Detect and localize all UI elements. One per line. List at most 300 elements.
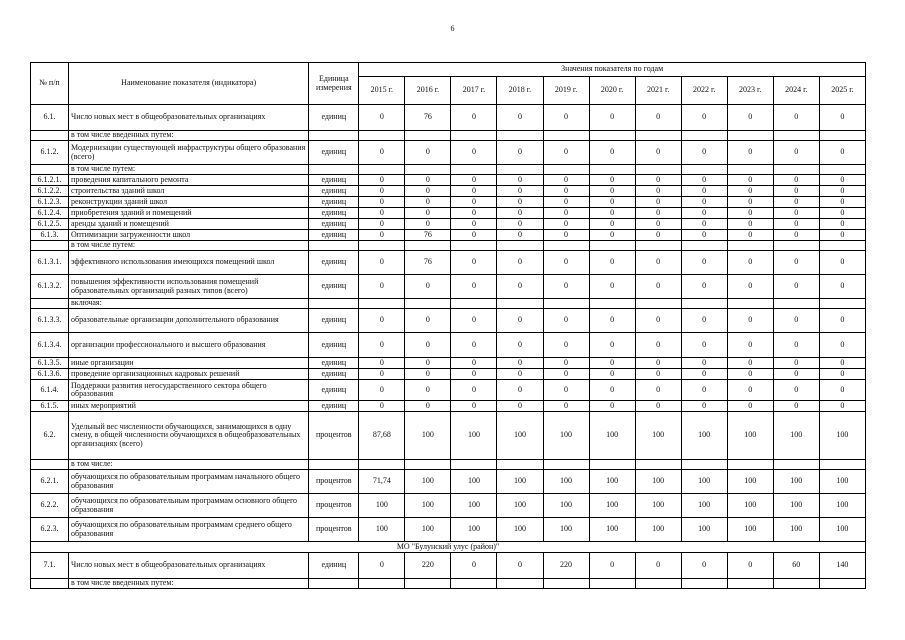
table-row: [31, 369, 866, 380]
value-cell: 100: [819, 470, 865, 494]
value-cell: 0: [497, 105, 543, 131]
row-number: 6.1.3.1.: [31, 251, 69, 275]
table-row: [31, 460, 866, 470]
empty-cell: [819, 579, 865, 589]
value-cell: 0: [635, 186, 681, 197]
value-cell: 220: [405, 553, 451, 579]
value-cell: 100: [405, 412, 451, 460]
indicator-name: проведение организационных кадровых решений: [69, 369, 309, 380]
empty-cell: [309, 241, 359, 251]
value-cell: 0: [451, 230, 497, 241]
indicator-name: образовательные организации дополнительного образования: [69, 309, 309, 333]
header-num: № п/п: [31, 63, 69, 105]
empty-cell: [31, 165, 69, 175]
value-cell: 0: [681, 175, 727, 186]
value-cell: 0: [589, 333, 635, 358]
value-cell: 0: [497, 186, 543, 197]
value-cell: 220: [543, 553, 589, 579]
unit-cell: процентов: [309, 470, 359, 494]
value-cell: 0: [359, 553, 405, 579]
value-cell: 0: [635, 401, 681, 412]
value-cell: 0: [819, 230, 865, 241]
value-cell: 0: [819, 369, 865, 380]
row-number: 6.1.4.: [31, 380, 69, 401]
value-cell: 0: [359, 369, 405, 380]
value-cell: 100: [359, 494, 405, 518]
subheading-cell: в том числе путем:: [69, 165, 309, 175]
table-row: [31, 579, 866, 589]
value-cell: 0: [451, 275, 497, 299]
value-cell: 0: [773, 401, 819, 412]
value-cell: 0: [589, 358, 635, 369]
row-number: 6.1.5.: [31, 401, 69, 412]
indicators-table: [30, 62, 866, 589]
value-cell: 0: [543, 186, 589, 197]
value-cell: 0: [589, 141, 635, 165]
value-cell: 0: [681, 401, 727, 412]
value-cell: 0: [727, 219, 773, 230]
value-cell: 0: [773, 309, 819, 333]
empty-cell: [727, 460, 773, 470]
value-cell: 0: [451, 219, 497, 230]
value-cell: 0: [773, 197, 819, 208]
value-cell: 0: [727, 230, 773, 241]
value-cell: 0: [543, 358, 589, 369]
value-cell: 0: [727, 197, 773, 208]
indicator-name: обучающихся по образовательным программам начального общего образования: [69, 470, 309, 494]
empty-cell: [497, 165, 543, 175]
value-cell: 0: [405, 401, 451, 412]
value-cell: 0: [359, 309, 405, 333]
table-row: [31, 175, 866, 186]
empty-cell: [451, 131, 497, 141]
row-number: 6.2.3.: [31, 518, 69, 542]
row-number: 6.1.2.5.: [31, 219, 69, 230]
value-cell: 100: [497, 470, 543, 494]
indicator-name: Число новых мест в общеобразовательных организациях: [69, 553, 309, 579]
value-cell: 0: [497, 369, 543, 380]
value-cell: 100: [543, 494, 589, 518]
empty-cell: [359, 165, 405, 175]
empty-cell: [589, 165, 635, 175]
value-cell: 0: [727, 208, 773, 219]
subheading-cell: включая:: [69, 299, 309, 309]
value-cell: 0: [405, 197, 451, 208]
value-cell: 0: [405, 369, 451, 380]
value-cell: 0: [727, 333, 773, 358]
empty-cell: [31, 299, 69, 309]
table-row: [31, 553, 866, 579]
empty-cell: [819, 131, 865, 141]
value-cell: 0: [405, 208, 451, 219]
value-cell: 0: [681, 219, 727, 230]
value-cell: 0: [727, 141, 773, 165]
empty-cell: [543, 165, 589, 175]
value-cell: 0: [727, 553, 773, 579]
unit-cell: единиц: [309, 105, 359, 131]
value-cell: 0: [727, 401, 773, 412]
value-cell: 0: [451, 553, 497, 579]
subheading-cell: в том числе введенных путем:: [69, 579, 309, 589]
header-year: 2017 г.: [451, 77, 497, 105]
unit-cell: процентов: [309, 518, 359, 542]
row-number: 7.1.: [31, 553, 69, 579]
value-cell: 0: [589, 251, 635, 275]
value-cell: 0: [681, 208, 727, 219]
empty-cell: [451, 579, 497, 589]
value-cell: 0: [451, 175, 497, 186]
value-cell: 0: [405, 219, 451, 230]
value-cell: 0: [543, 175, 589, 186]
value-cell: 0: [635, 553, 681, 579]
value-cell: 100: [635, 494, 681, 518]
indicator-name: повышения эффективности использования помещений образовательных организаций разных типов (всего): [69, 275, 309, 299]
table-row: [31, 299, 866, 309]
value-cell: 0: [819, 197, 865, 208]
empty-cell: [31, 460, 69, 470]
empty-cell: [359, 241, 405, 251]
value-cell: 100: [359, 518, 405, 542]
table-row: [31, 333, 866, 358]
value-cell: 100: [405, 494, 451, 518]
value-cell: 76: [405, 251, 451, 275]
value-cell: 0: [497, 358, 543, 369]
unit-cell: единиц: [309, 333, 359, 358]
value-cell: 60: [773, 553, 819, 579]
value-cell: 100: [635, 412, 681, 460]
indicator-name: проведения капитального ремонта: [69, 175, 309, 186]
value-cell: 0: [635, 141, 681, 165]
value-cell: 0: [359, 275, 405, 299]
value-cell: 0: [773, 251, 819, 275]
value-cell: 0: [819, 358, 865, 369]
value-cell: 0: [773, 333, 819, 358]
indicator-name: обучающихся по образовательным программам основного общего образования: [69, 494, 309, 518]
value-cell: 87,68: [359, 412, 405, 460]
value-cell: 0: [451, 358, 497, 369]
header-year: 2024 г.: [773, 77, 819, 105]
value-cell: 0: [589, 175, 635, 186]
value-cell: 0: [681, 230, 727, 241]
empty-cell: [543, 241, 589, 251]
value-cell: 0: [727, 358, 773, 369]
empty-cell: [819, 241, 865, 251]
value-cell: 100: [681, 412, 727, 460]
value-cell: 0: [405, 175, 451, 186]
value-cell: 0: [451, 186, 497, 197]
value-cell: 0: [359, 186, 405, 197]
empty-cell: [543, 460, 589, 470]
value-cell: 0: [543, 309, 589, 333]
empty-cell: [681, 241, 727, 251]
value-cell: 0: [681, 309, 727, 333]
empty-cell: [727, 299, 773, 309]
value-cell: 0: [589, 380, 635, 401]
value-cell: 0: [359, 208, 405, 219]
indicator-name: Удельный вес численности обучающихся, занимающихся в одну смену, в общей численности обучающихся в общеобразовательных организациях (всего): [69, 412, 309, 460]
empty-cell: [773, 241, 819, 251]
value-cell: 0: [635, 369, 681, 380]
empty-cell: [819, 460, 865, 470]
empty-cell: [359, 299, 405, 309]
value-cell: 0: [589, 553, 635, 579]
indicator-name: эффективного использования имеющихся помещений школ: [69, 251, 309, 275]
value-cell: 100: [819, 412, 865, 460]
indicator-name: аренды зданий и помещений: [69, 219, 309, 230]
indicator-name: Поддержки развития негосударственного сектора общего образования: [69, 380, 309, 401]
empty-cell: [773, 579, 819, 589]
table-row: [31, 401, 866, 412]
value-cell: 0: [543, 197, 589, 208]
value-cell: 0: [543, 275, 589, 299]
table-row: [31, 208, 866, 219]
empty-cell: [773, 165, 819, 175]
value-cell: 0: [543, 230, 589, 241]
value-cell: 0: [635, 230, 681, 241]
value-cell: 0: [819, 401, 865, 412]
table-row: [31, 412, 866, 460]
value-cell: 0: [819, 141, 865, 165]
unit-cell: единиц: [309, 309, 359, 333]
value-cell: 0: [543, 219, 589, 230]
value-cell: 0: [819, 219, 865, 230]
empty-cell: [635, 460, 681, 470]
value-cell: 100: [589, 494, 635, 518]
value-cell: 0: [359, 175, 405, 186]
empty-cell: [359, 460, 405, 470]
value-cell: 0: [451, 105, 497, 131]
empty-cell: [31, 241, 69, 251]
value-cell: 71,74: [359, 470, 405, 494]
row-number: 6.2.: [31, 412, 69, 460]
header-year: 2022 г.: [681, 77, 727, 105]
value-cell: 0: [635, 105, 681, 131]
value-cell: 0: [773, 186, 819, 197]
subheading-cell: в том числе:: [69, 460, 309, 470]
subheading-cell: в том числе путем:: [69, 241, 309, 251]
row-number: 6.1.2.: [31, 141, 69, 165]
empty-cell: [819, 165, 865, 175]
value-cell: 140: [819, 553, 865, 579]
value-cell: 0: [589, 186, 635, 197]
value-cell: 0: [543, 251, 589, 275]
subheading-cell: в том числе введенных путем:: [69, 131, 309, 141]
unit-cell: единиц: [309, 186, 359, 197]
table-row: [31, 219, 866, 230]
table-row: [31, 275, 866, 299]
value-cell: 0: [497, 197, 543, 208]
table-body: [31, 105, 866, 589]
value-cell: 0: [543, 105, 589, 131]
value-cell: 0: [773, 105, 819, 131]
value-cell: 0: [819, 186, 865, 197]
page-number: 6: [450, 24, 455, 33]
empty-cell: [405, 241, 451, 251]
empty-cell: [359, 579, 405, 589]
empty-cell: [31, 579, 69, 589]
value-cell: 0: [819, 333, 865, 358]
value-cell: 0: [497, 141, 543, 165]
value-cell: 0: [727, 105, 773, 131]
value-cell: 0: [405, 333, 451, 358]
value-cell: 0: [451, 333, 497, 358]
empty-cell: [309, 165, 359, 175]
value-cell: 0: [773, 219, 819, 230]
empty-cell: [589, 241, 635, 251]
table-row: [31, 518, 866, 542]
table-row: [31, 141, 866, 165]
empty-cell: [589, 460, 635, 470]
indicator-name: реконструкции зданий школ: [69, 197, 309, 208]
unit-cell: процентов: [309, 412, 359, 460]
unit-cell: единиц: [309, 141, 359, 165]
value-cell: 0: [359, 358, 405, 369]
value-cell: 0: [819, 105, 865, 131]
empty-cell: [405, 131, 451, 141]
row-number: 6.1.3.5.: [31, 358, 69, 369]
value-cell: 0: [451, 251, 497, 275]
value-cell: 100: [773, 412, 819, 460]
unit-cell: единиц: [309, 175, 359, 186]
value-cell: 0: [819, 380, 865, 401]
table-row: [31, 542, 866, 553]
value-cell: 100: [589, 470, 635, 494]
value-cell: 0: [589, 219, 635, 230]
table-row: [31, 241, 866, 251]
value-cell: 0: [773, 175, 819, 186]
empty-cell: [681, 131, 727, 141]
header-years-group: Значения показателя по годам: [359, 63, 866, 77]
value-cell: 0: [589, 369, 635, 380]
header-year: 2015 г.: [359, 77, 405, 105]
value-cell: 100: [451, 518, 497, 542]
value-cell: 0: [681, 369, 727, 380]
value-cell: 0: [589, 105, 635, 131]
row-number: 6.1.2.1.: [31, 175, 69, 186]
empty-cell: [589, 579, 635, 589]
unit-cell: единиц: [309, 380, 359, 401]
value-cell: 0: [773, 369, 819, 380]
empty-cell: [635, 131, 681, 141]
value-cell: 0: [589, 230, 635, 241]
unit-cell: единиц: [309, 275, 359, 299]
header-unit: Единица измерения: [309, 63, 359, 105]
table-row: [31, 186, 866, 197]
value-cell: 100: [543, 412, 589, 460]
row-number: 6.1.2.3.: [31, 197, 69, 208]
value-cell: 0: [451, 197, 497, 208]
row-number: 6.1.3.6.: [31, 369, 69, 380]
empty-cell: [543, 579, 589, 589]
empty-cell: [359, 131, 405, 141]
value-cell: 100: [773, 518, 819, 542]
value-cell: 0: [635, 333, 681, 358]
value-cell: 0: [635, 219, 681, 230]
empty-cell: [451, 299, 497, 309]
empty-cell: [681, 299, 727, 309]
header-year: 2025 г.: [819, 77, 865, 105]
value-cell: 0: [543, 208, 589, 219]
value-cell: 0: [635, 380, 681, 401]
value-cell: 0: [727, 175, 773, 186]
empty-cell: [451, 165, 497, 175]
value-cell: 0: [359, 141, 405, 165]
value-cell: 100: [405, 518, 451, 542]
value-cell: 0: [497, 401, 543, 412]
header-year: 2018 г.: [497, 77, 543, 105]
value-cell: 0: [727, 380, 773, 401]
value-cell: 100: [773, 470, 819, 494]
value-cell: 0: [589, 208, 635, 219]
value-cell: 0: [497, 251, 543, 275]
empty-cell: [309, 299, 359, 309]
value-cell: 0: [405, 309, 451, 333]
value-cell: 0: [681, 197, 727, 208]
empty-cell: [727, 131, 773, 141]
row-number: 6.2.2.: [31, 494, 69, 518]
value-cell: 0: [359, 333, 405, 358]
value-cell: 0: [543, 333, 589, 358]
indicator-name: Число новых мест в общеобразовательных организациях: [69, 105, 309, 131]
value-cell: 100: [451, 412, 497, 460]
indicator-name: приобретения зданий и помещений: [69, 208, 309, 219]
value-cell: 0: [635, 208, 681, 219]
value-cell: 0: [451, 401, 497, 412]
indicator-name: обучающихся по образовательным программам среднего общего образования: [69, 518, 309, 542]
value-cell: 100: [681, 494, 727, 518]
header-year: 2016 г.: [405, 77, 451, 105]
value-cell: 0: [635, 197, 681, 208]
value-cell: 0: [451, 309, 497, 333]
indicator-name: иных мероприятий: [69, 401, 309, 412]
empty-cell: [635, 241, 681, 251]
empty-cell: [309, 579, 359, 589]
value-cell: 100: [635, 470, 681, 494]
value-cell: 0: [589, 309, 635, 333]
value-cell: 0: [727, 275, 773, 299]
empty-cell: [543, 299, 589, 309]
indicator-name: Модернизации существующей инфраструктуры общего образования (всего): [69, 141, 309, 165]
value-cell: 0: [359, 401, 405, 412]
value-cell: 0: [681, 358, 727, 369]
empty-cell: [31, 131, 69, 141]
table-row: [31, 230, 866, 241]
empty-cell: [405, 460, 451, 470]
value-cell: 100: [543, 470, 589, 494]
unit-cell: единиц: [309, 553, 359, 579]
value-cell: 0: [359, 105, 405, 131]
empty-cell: [773, 299, 819, 309]
empty-cell: [681, 460, 727, 470]
unit-cell: единиц: [309, 230, 359, 241]
row-number: 6.1.: [31, 105, 69, 131]
value-cell: 76: [405, 230, 451, 241]
section-heading: МО "Булунский улус (район)": [31, 542, 866, 553]
indicator-name: строительства зданий школ: [69, 186, 309, 197]
value-cell: 100: [727, 494, 773, 518]
value-cell: 0: [727, 309, 773, 333]
empty-cell: [543, 131, 589, 141]
unit-cell: единиц: [309, 219, 359, 230]
value-cell: 0: [773, 380, 819, 401]
unit-cell: единиц: [309, 251, 359, 275]
value-cell: 100: [497, 518, 543, 542]
empty-cell: [635, 299, 681, 309]
value-cell: 0: [451, 141, 497, 165]
unit-cell: единиц: [309, 401, 359, 412]
value-cell: 0: [681, 275, 727, 299]
empty-cell: [727, 165, 773, 175]
